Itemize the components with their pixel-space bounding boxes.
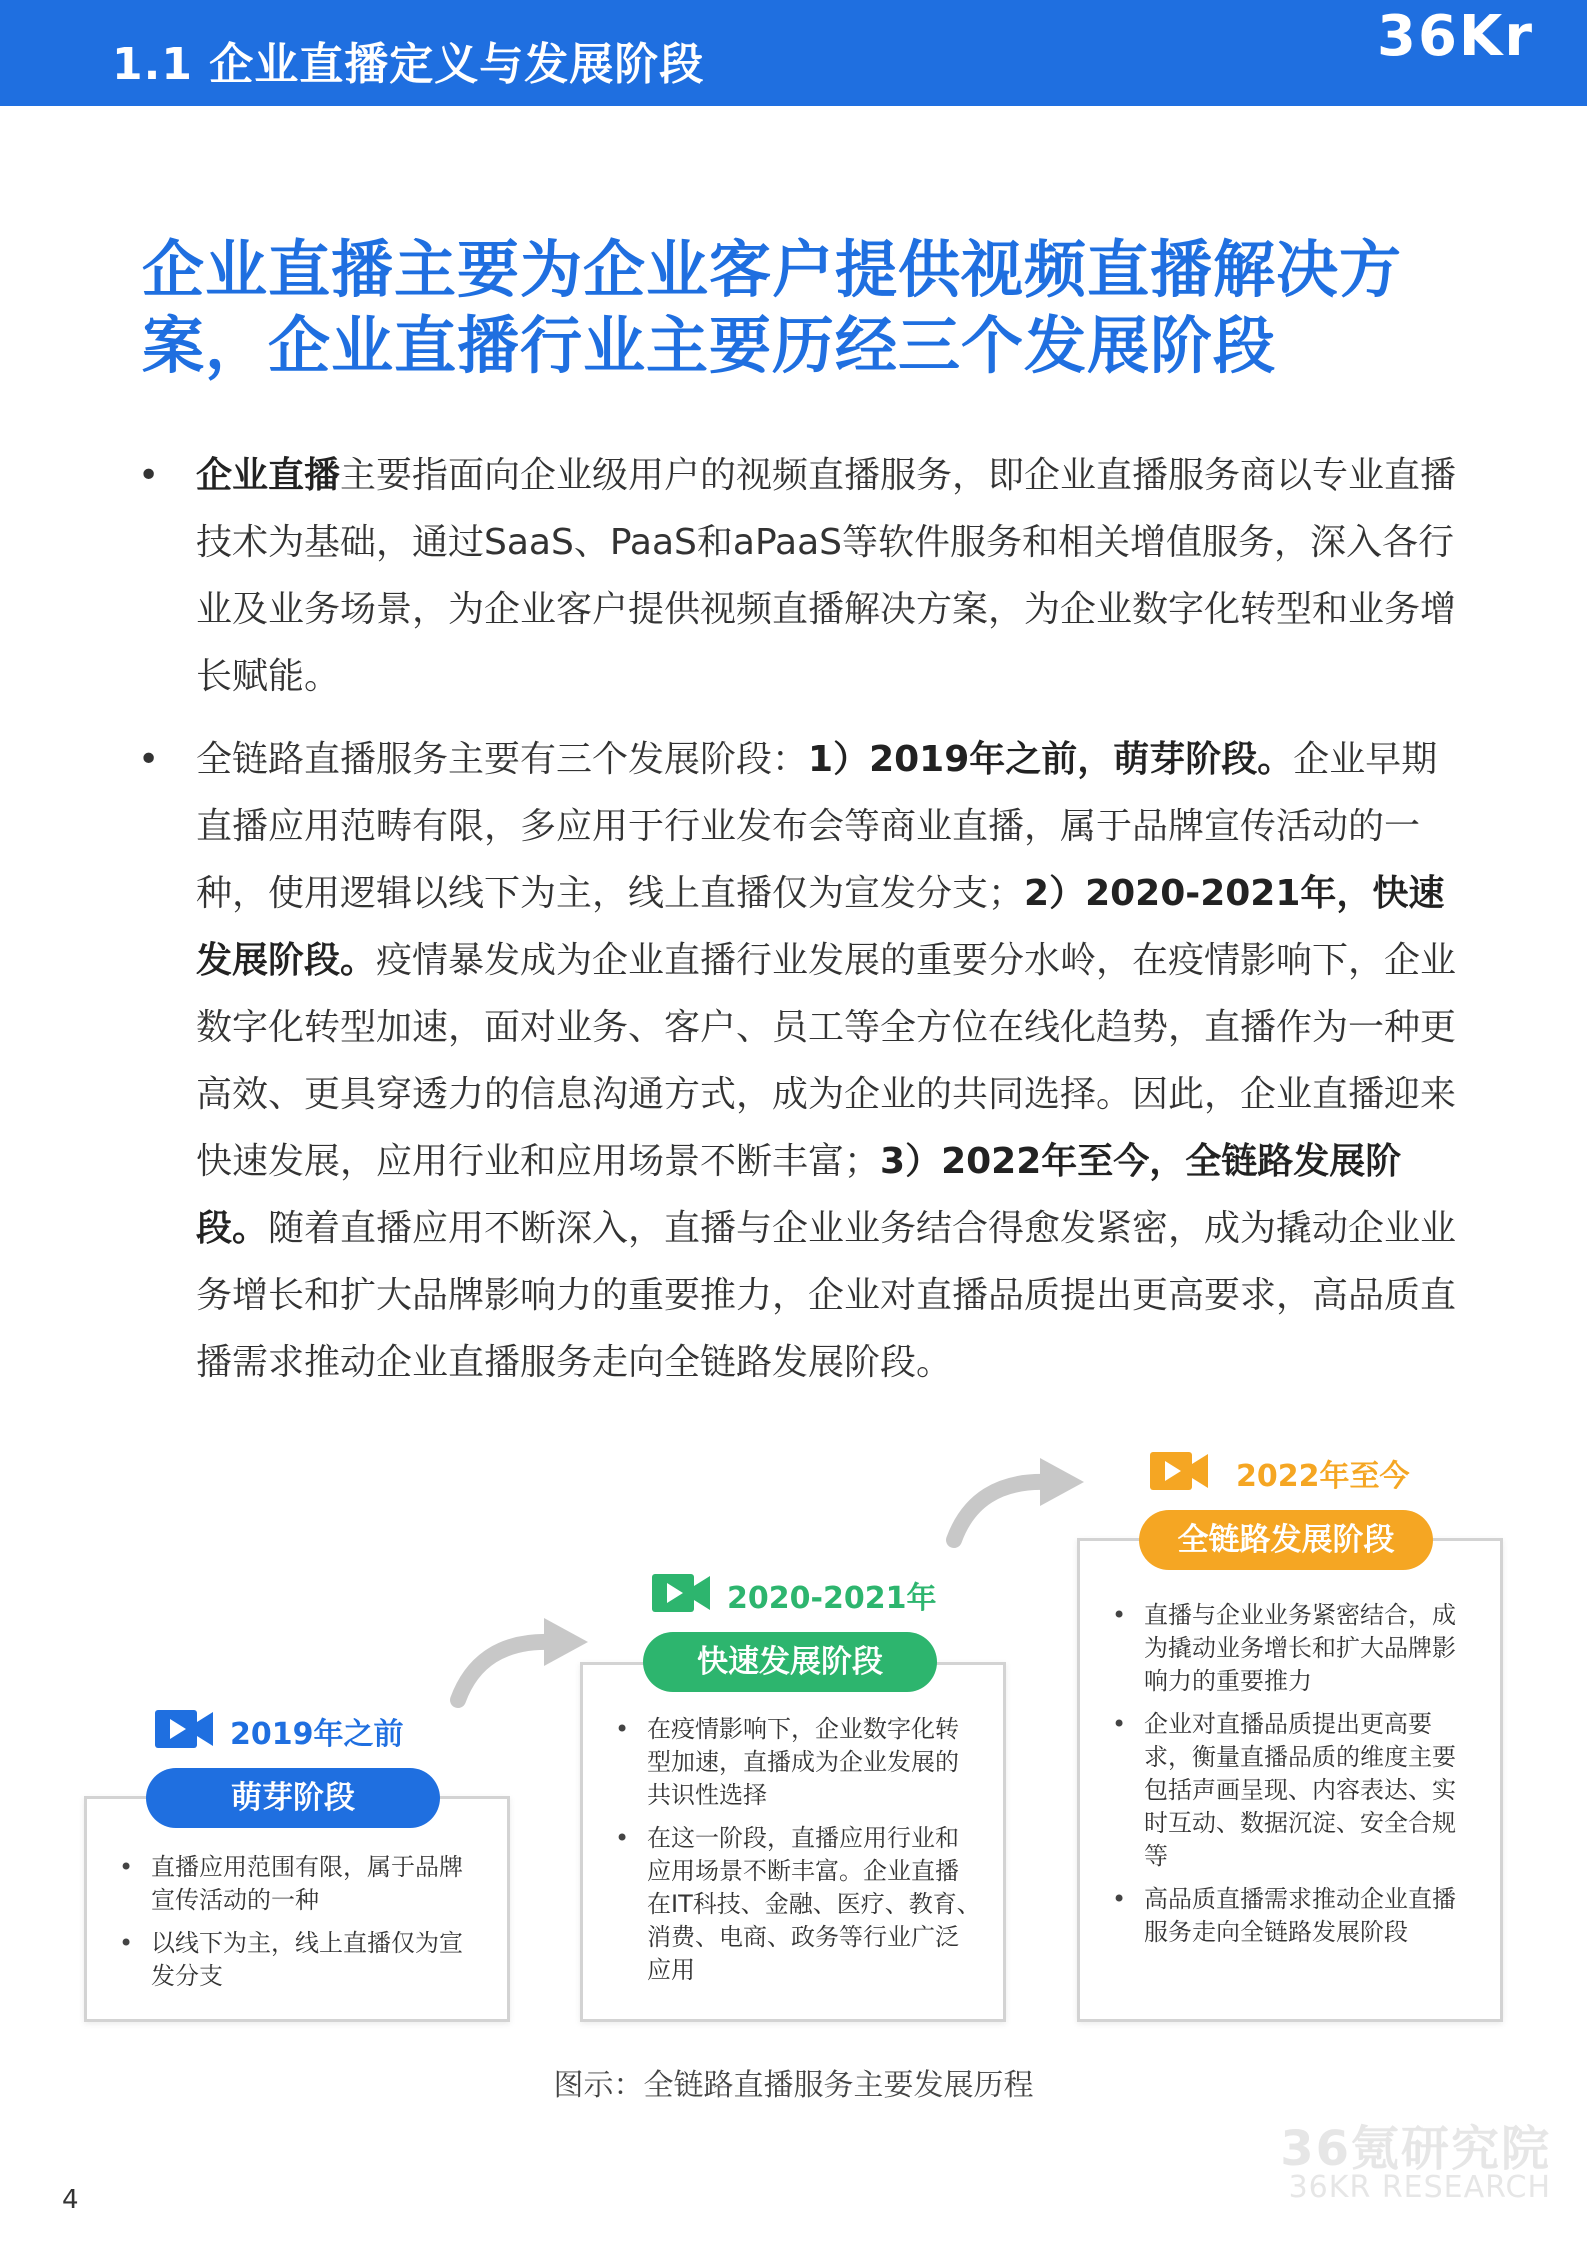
video-camera-icon (1150, 1450, 1210, 1492)
stage-3-box (1077, 1538, 1503, 2022)
headline-line-1: 企业直播主要为企业客户提供视频直播解决方 (142, 233, 1403, 306)
list-item: • 直播与企业业务紧密结合，成为撬动业务增长和扩大品牌影响力的重要推力 (1108, 1599, 1478, 1698)
progress-arrow-icon (440, 1600, 600, 1710)
bullet-marker: • (138, 455, 160, 496)
stage-3-year: 2022年至今 (1236, 1459, 1410, 1494)
stage-2-text: 疫情暴发成为企业直播行业发展的重要分水岭，在疫情影响下，企业数字化转型加速，面对业务、客户、员工等全方位在线化趋势，直播作为一种更高效、更具穿透力的信息沟通方式，成为企业的共同选择。因此，企业直播迎来快速发展，应用行业和应用场景不断丰富； (196, 940, 1457, 1182)
stage-1-year: 2019年之前 (230, 1717, 404, 1752)
stage-1-box (84, 1796, 510, 2022)
definition-text: 主要指面向企业级用户的视频直播服务，即企业直播服务商以专业直播技术为基础，通过SaaS、PaaS和aPaaS等软件服务和相关增值服务，深入各行业及业务场景，为企业客户提供视频直播解决方案，为企业数字化转型和业务增长赋能。 (196, 455, 1457, 697)
list-item: • 在这一阶段，直播应用行业和应用场景不断丰富。企业直播在IT科技、金融、医疗、教育、消费、电商、政务等行业广泛应用 (611, 1822, 981, 1987)
video-camera-icon (652, 1572, 712, 1614)
list-item: • 企业对直播品质提出更高要求，衡量直播品质的维度主要包括声画呈现、内容表达、实时互动、数据沉淀、安全合规等 (1108, 1708, 1478, 1873)
stage-3-lead: 3）2022年至今，全链路发展阶段。 (196, 1141, 1402, 1249)
figure-caption: 图示：全链路直播服务主要发展历程 (553, 2068, 1034, 2103)
page-headline (142, 232, 1472, 384)
definition-paragraph (196, 442, 1466, 710)
stages-intro: 全链路直播服务主要有三个发展阶段： (196, 739, 809, 780)
stage-2-label: 快速发展阶段 (643, 1632, 937, 1692)
progress-arrow-icon (936, 1440, 1096, 1550)
stage-1-text: 企业早期直播应用范畴有限，多应用于行业发布会等商业直播，属于品牌宣传活动的一种，使用逻辑以线下为主，线上直播仅为宣发分支； (196, 739, 1438, 914)
page-number: 4 (62, 2185, 79, 2215)
headline-line-2: 案，企业直播行业主要历经三个发展阶段 (142, 309, 1277, 382)
stage-3-points (1108, 1599, 1478, 1959)
list-item: • 以线下为主，线上直播仅为宣发分支 (115, 1927, 485, 1993)
brand-logo (1377, 0, 1587, 106)
list-item: • 直播应用范围有限，属于品牌宣传活动的一种 (115, 1851, 485, 1917)
watermark-cn: 36氪研究院 (1280, 2121, 1551, 2177)
stages-paragraph (196, 726, 1466, 1396)
brand-logo-text: 36Kr (1377, 4, 1534, 69)
stage-3-label: 全链路发展阶段 (1139, 1510, 1433, 1570)
video-camera-icon (155, 1708, 215, 1750)
watermark-en: 36KR RESEARCH (1288, 2170, 1551, 2205)
stage-1-lead: 1）2019年之前，萌芽阶段。 (808, 739, 1294, 780)
bullet-marker: • (138, 739, 160, 780)
stage-2-box (580, 1662, 1006, 2022)
section-title: 1.1 企业直播定义与发展阶段 (112, 39, 705, 90)
header-bar (0, 0, 1587, 106)
stage-3-text: 随着直播应用不断深入，直播与企业业务结合得愈发紧密，成为撬动企业业务增长和扩大品牌影响力的重要推力，企业对直播品质提出更高要求，高品质直播需求推动企业直播服务走向全链路发展阶段。 (196, 1208, 1457, 1383)
stage-1-points (115, 1851, 485, 2003)
stage-1-label: 萌芽阶段 (146, 1768, 440, 1828)
definition-term: 企业直播 (196, 455, 341, 496)
stage-2-points (611, 1713, 981, 1997)
stage-2-lead: 2）2020-2021年，快速发展阶段。 (196, 873, 1445, 981)
list-item: • 在疫情影响下，企业数字化转型加速，直播成为企业发展的共识性选择 (611, 1713, 981, 1812)
list-item: • 高品质直播需求推动企业直播服务走向全链路发展阶段 (1108, 1883, 1478, 1949)
stage-2-year: 2020-2021年 (727, 1581, 937, 1616)
